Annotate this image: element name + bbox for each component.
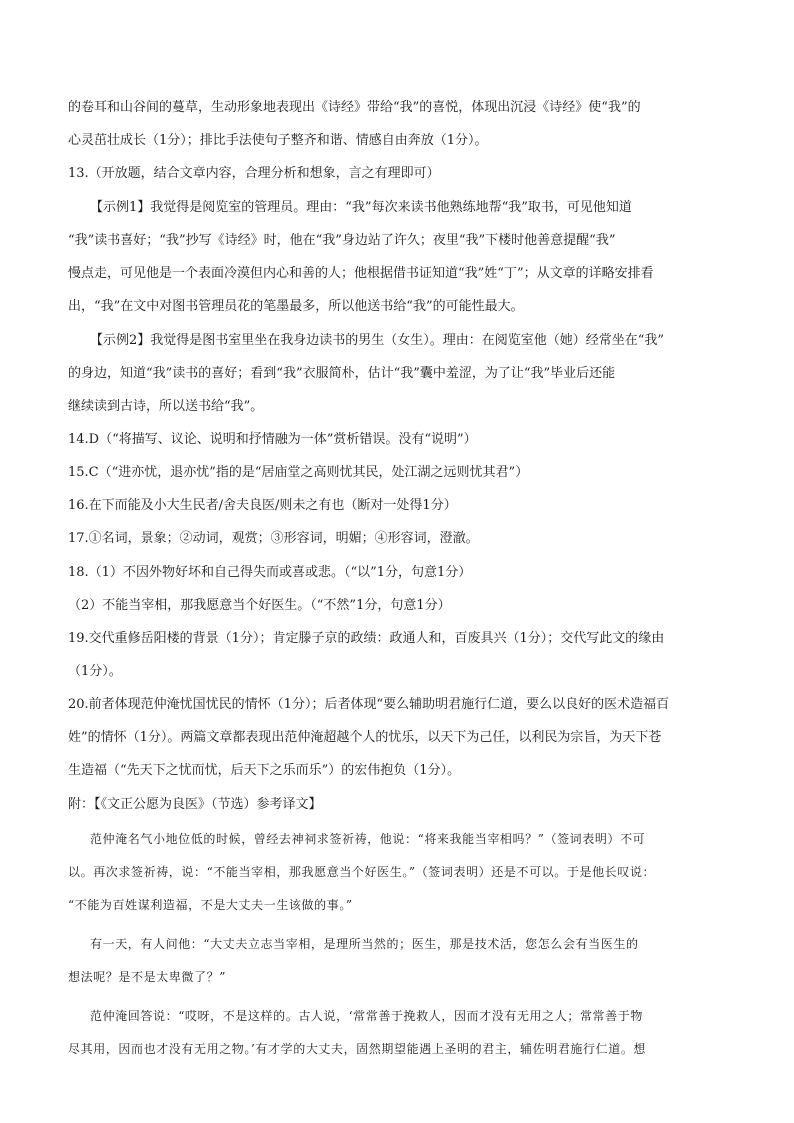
translation-line: 尽其用，因而也才没有无用之物。’有才学的大丈夫，固然期望能遇上圣明的君主，辅佐明君施行仁道。想 bbox=[68, 1042, 647, 1056]
text-line: 姓”的情怀（1分）。两篇文章都表现出范仲淹超越个人的忧乐，以天下为己任，以利民为宗旨，为天下苍 bbox=[68, 730, 662, 745]
text-line: 心灵茁壮成长（1分）；排比手法使句子整齐和谐、情感自由奔放（1分）。 bbox=[68, 133, 488, 148]
example-1-line: 【示例1】我觉得是阅览室的管理员。理由：“我”每次来读书他熟练地帮“我”取书，可见他知道 bbox=[90, 200, 632, 215]
translation-line: 想法呢？是不是太卑微了？” bbox=[68, 970, 226, 984]
answer-14: 14.D（“将描写、议论、说明和抒情融为一体”赏析错误。没有“说明”） bbox=[68, 432, 477, 447]
text-line: （1分）。 bbox=[68, 664, 122, 679]
text-line: 的身边，知道“我”读书的喜好；看到“我”衣服简朴，估计“我”囊中羞涩，为了让“我”毕业后还能 bbox=[68, 366, 616, 381]
text-line: 的卷耳和山谷间的蔓草，生动形象地表现出《诗经》带给“我”的喜悦，体现出沉浸《诗经》使“我”的 bbox=[68, 100, 641, 115]
q13-heading: 13.（开放题，结合文章内容，合理分析和想象，言之有理即可） bbox=[68, 166, 440, 181]
translation-line: 有一天，有人问他：“大丈夫立志当宰相，是理所当然的；医生，那是技术活，您怎么会有当医生的 bbox=[90, 937, 639, 951]
text-line: 慢点走，可见他是一个表面冷漠但内心和善的人；他根据借书证知道“我”姓“丁”；从文章的详略安排看 bbox=[68, 266, 654, 281]
answer-15: 15.C（“进亦忧，退亦忧”指的是“居庙堂之高则忧其民，处江湖之远则忧其君”） bbox=[68, 465, 529, 480]
translation-line: 范仲淹名气小地位低的时候，曾经去神祠求签祈祷，他说：“将来我能当宰相吗？”（签词表明）不可 bbox=[90, 832, 646, 846]
translation-line: 以。再次求签祈祷，说：“不能当宰相，那我愿意当个好医生。”（签词表明）还是不可以。于是他长叹说： bbox=[68, 865, 656, 879]
answer-18-1: 18.（1）不因外物好坏和自己得失而或喜或悲。（“以”1分，句意1分） bbox=[68, 565, 472, 580]
answer-16: 16.在下而能及小大生民者/舍夫良医/则未之有也（断对一处得1分） bbox=[68, 498, 457, 513]
answer-18-2: （2）不能当宰相，那我愿意当个好医生。（“不然”1分，句意1分） bbox=[68, 598, 451, 613]
answer-19: 19.交代重修岳阳楼的背景（1分）；肯定滕子京的政绩：政通人和，百废具兴（1分）；交代写此文的缘由 bbox=[68, 631, 665, 646]
text-line: “我”读书喜好；“我”抄写《诗经》时，他在“我”身边站了许久；夜里“我”下楼时他善意提醒“我” bbox=[68, 233, 616, 248]
translation-line: 范仲淹回答说：“哎呀，不是这样的。古人说，‘常常善于挽救人，因而才没有无用之人；常常善于物 bbox=[90, 1009, 643, 1023]
text-line: 继续读到古诗，所以送书给“我”。 bbox=[68, 399, 264, 414]
text-line: 生造福（“先天下之忧而忧，后天下之乐而乐”）的宏伟抱负（1分）。 bbox=[68, 763, 461, 778]
appendix-heading: 附：【《文正公愿为良医》（节选）参考译文】 bbox=[68, 797, 322, 812]
text-line: 出，“我”在文中对图书管理员花的笔墨最多，所以他送书给“我”的可能性最大。 bbox=[68, 299, 524, 314]
example-2-line: 【示例2】我觉得是图书室里坐在我身边读书的男生（女生）。理由：在阅览室他（她）经常坐在“我” bbox=[90, 333, 665, 348]
answer-17: 17.①名词，景象；②动词，观赏；③形容词，明媚；④形容词，澄澈。 bbox=[68, 531, 479, 546]
translation-line: “不能为百姓谋利造福，不是大丈夫一生该做的事。” bbox=[68, 898, 353, 912]
answer-20: 20.前者体现范仲淹忧国忧民的情怀（1分）；后者体现“要么辅助明君施行仁道，要么以良好的医术造福百 bbox=[68, 697, 670, 712]
